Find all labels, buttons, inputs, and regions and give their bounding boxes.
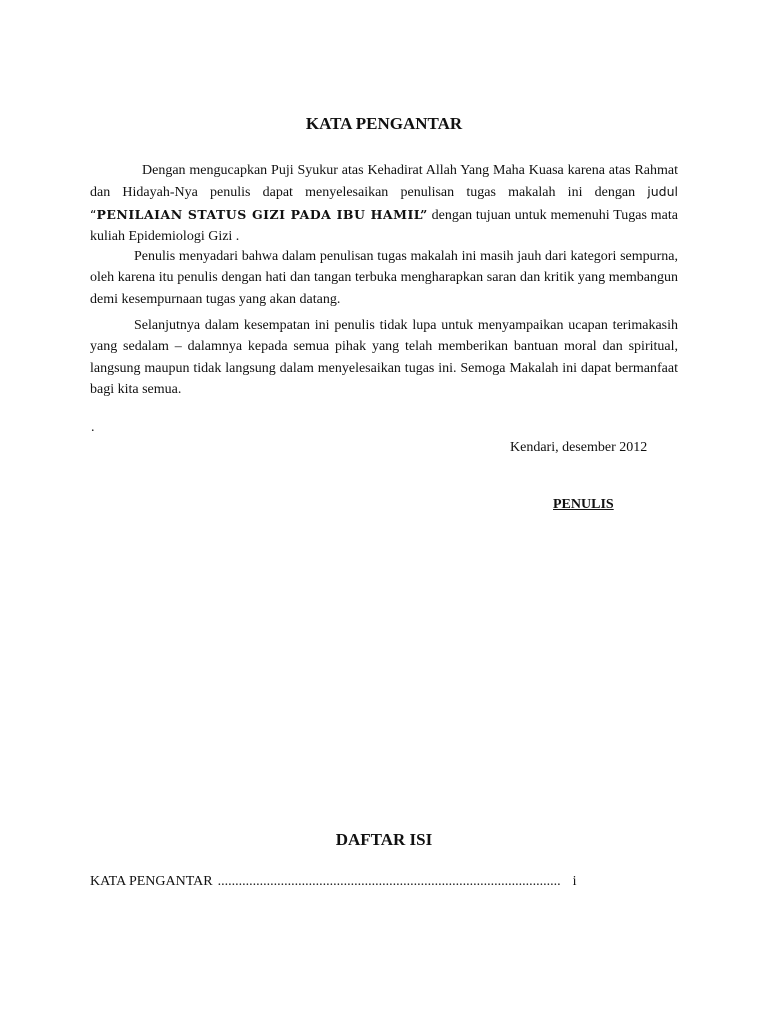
preface-heading: KATA PENGANTAR <box>305 114 463 133</box>
preface-paragraph-1 <box>90 160 678 247</box>
preface-paragraph-2 <box>90 246 678 310</box>
toc-entry[interactable] <box>90 874 610 890</box>
judul-label: judul “ <box>90 184 678 222</box>
author-signature: PENULIS <box>553 497 614 512</box>
paragraph-3-text: Selanjutnya dalam kesempatan ini penulis tidak lupa untuk menyampaikan ucapan terimakasih yang sedalam – dalamnya kepada semua pihak yang telah memberikan bantuan moral dan spiritual, langsung maupun tidak langsung dalam menyelesaikan tugas ini. Semoga Makalah ini dapat bermanfaat bagi kita semua. <box>90 318 678 397</box>
stray-period: . <box>91 420 95 435</box>
toc-heading: DAFTAR ISI <box>335 830 433 849</box>
preface-paragraph-3 <box>90 315 678 400</box>
paragraph-1-tail: dengan tujuan untuk memenuhi Tugas mata kuliah Epidemiologi Gizi . <box>90 207 678 244</box>
report-title: PENILAIAN STATUS GIZI PADA IBU HAMIL” <box>96 206 428 222</box>
toc-entry-label: KATA PENGANTAR <box>90 874 213 889</box>
place-and-date: Kendari, desember 2012 <box>510 440 648 455</box>
toc-page-number: i <box>572 874 577 889</box>
toc-leader-dots: .................................................................................................. <box>217 874 561 889</box>
paragraph-1-text: Dengan mengucapkan Puji Syukur atas Kehadirat Allah Yang Maha Kuasa karena atas Rahmat dan Hidayah-Nya penulis dapat menyelesaikan penulisan tugas makalah ini dengan <box>90 163 678 201</box>
paragraph-2-text: Penulis menyadari bahwa dalam penulisan tugas makalah ini masih jauh dari kategori sempurna, oleh karena itu penulis dengan hati dan tangan terbuka mengharapkan saran dan kritik yang membangun demi kesempurnaan tugas yang akan datang. <box>90 249 678 307</box>
